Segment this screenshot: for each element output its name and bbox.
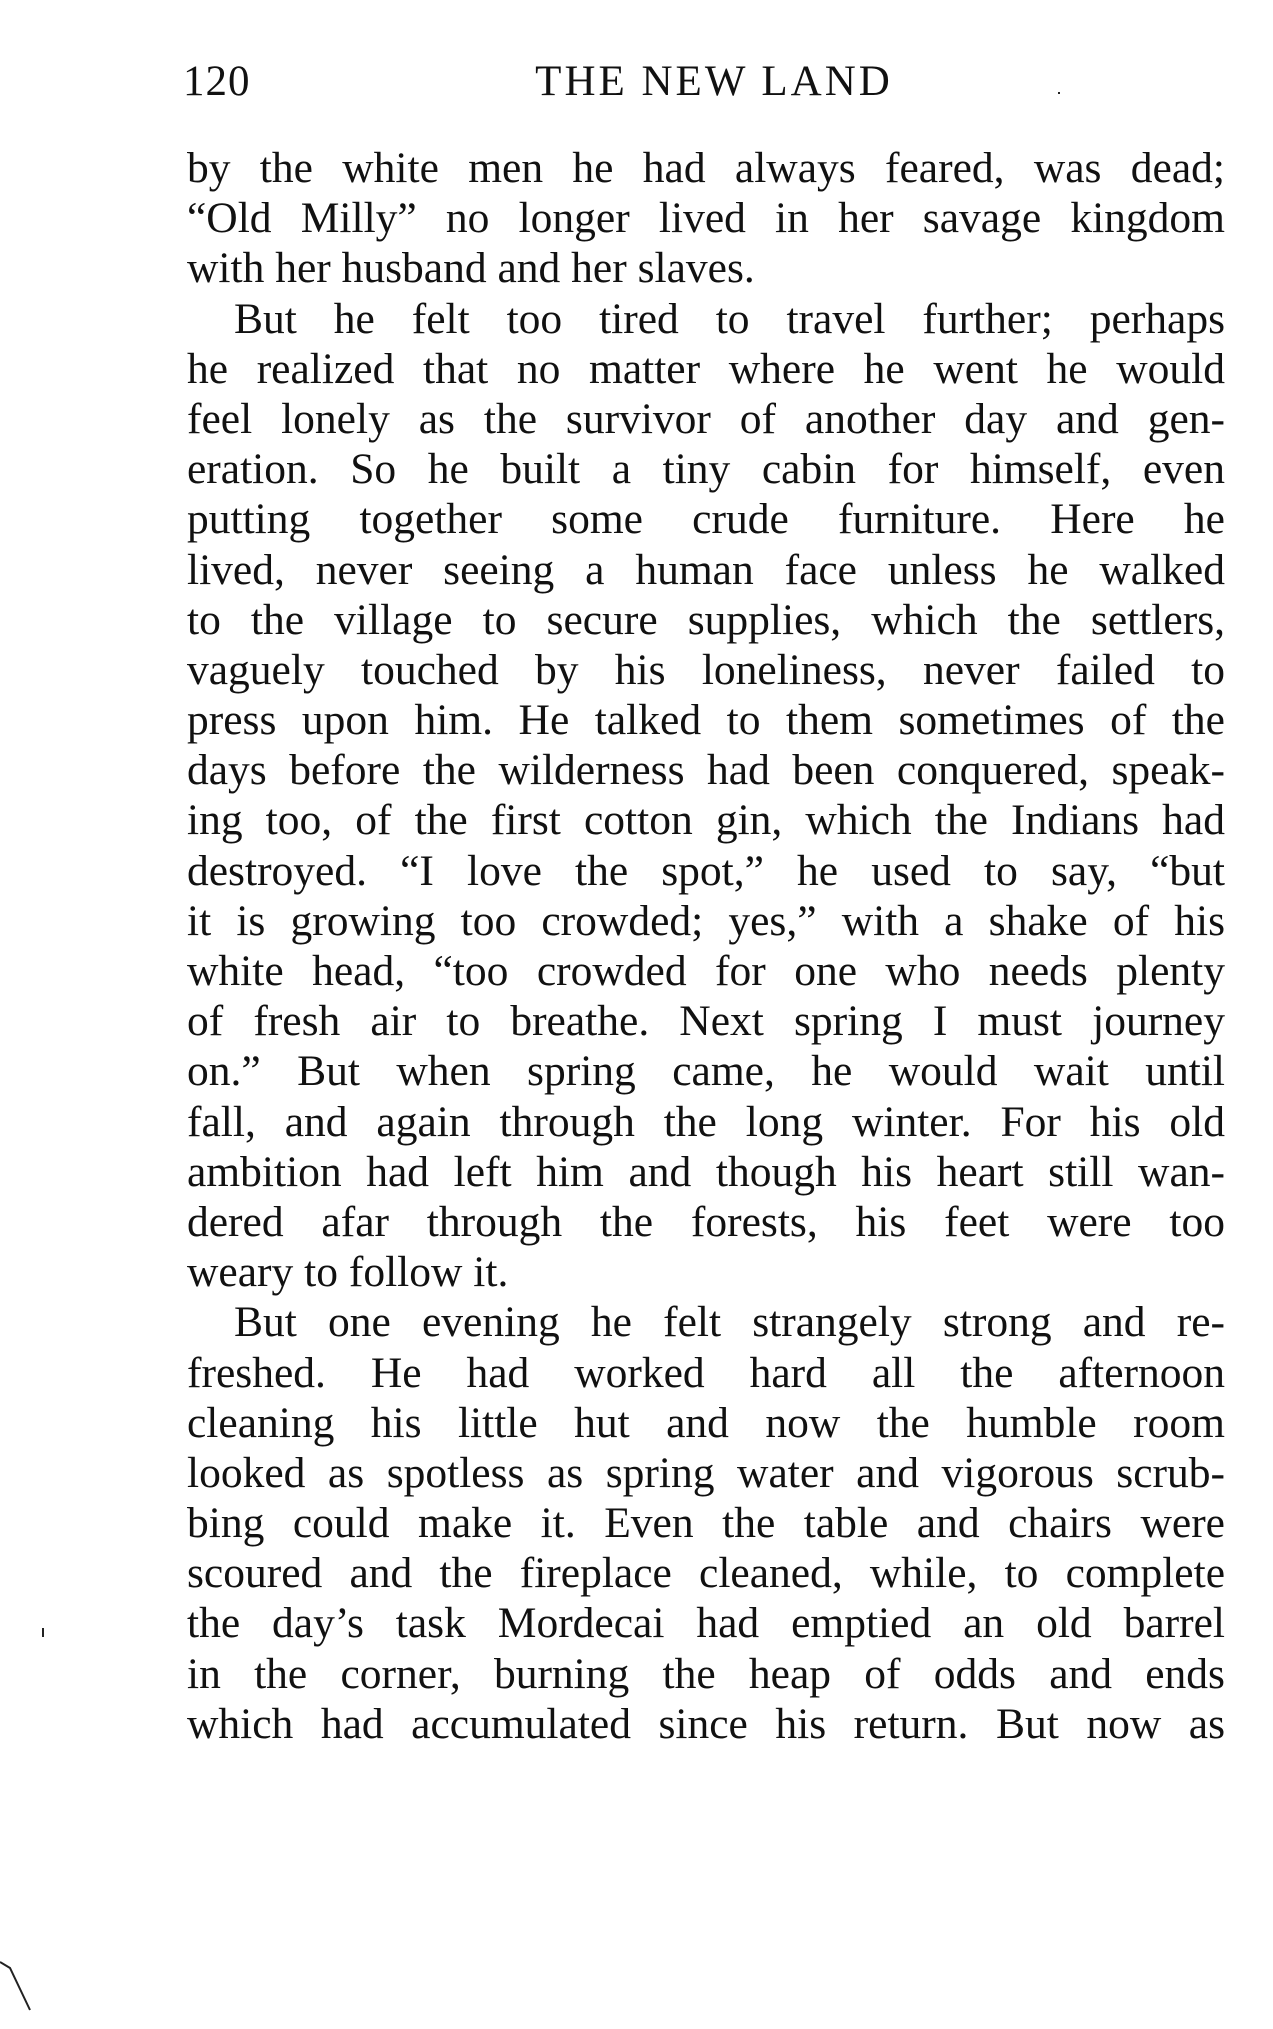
- text-line: bing could make it. Even the table and chairs were: [187, 1499, 1225, 1548]
- margin-speck: [42, 1628, 44, 1637]
- text-line: fall, and again through the long winter. For his old: [187, 1097, 1225, 1146]
- text-line: lived, never seeing a human face unless he walked: [187, 545, 1225, 594]
- text-line: to the village to secure supplies, which the settlers,: [187, 595, 1225, 644]
- text-line: eration. So he built a tiny cabin for himself, even: [187, 445, 1225, 494]
- text-line: the day’s task Mordecai had emptied an old barrel: [187, 1599, 1225, 1648]
- text-line: on.” But when spring came, he would wait until: [187, 1047, 1225, 1096]
- text-line: “Old Milly” no longer lived in her savage kingdom: [187, 194, 1225, 243]
- page-header: [183, 52, 1225, 112]
- text-line: feel lonely as the survivor of another day and gen-: [187, 394, 1225, 443]
- body-text: [187, 143, 1225, 1749]
- text-line: scoured and the fireplace cleaned, while, to complete: [187, 1549, 1225, 1598]
- margin-speck: [1058, 92, 1060, 94]
- text-line: by the white men he had always feared, was dead;: [187, 144, 1225, 192]
- text-line: ing too, of the first cotton gin, which the Indians had: [187, 796, 1225, 845]
- text-line: of fresh air to breathe. Next spring I must journey: [187, 997, 1225, 1046]
- text-line: press upon him. He talked to them sometimes of the: [187, 696, 1225, 745]
- text-line: weary to follow it.: [187, 1248, 509, 1297]
- text-line: destroyed. “I love the spot,” he used to say, “but: [187, 846, 1225, 895]
- text-line: ambition had left him and though his heart still wan-: [187, 1147, 1225, 1196]
- text-line: freshed. He had worked hard all the afternoon: [187, 1348, 1225, 1397]
- text-line: it is growing too crowded; yes,” with a shake of his: [187, 896, 1225, 945]
- text-line: white head, “too crowded for one who needs plenty: [187, 947, 1225, 995]
- page-number: 120: [183, 58, 251, 105]
- text-line: But he felt too tired to travel further; perhaps: [234, 294, 1225, 343]
- text-line: in the corner, burning the heap of odds and ends: [187, 1649, 1225, 1698]
- text-line: vaguely touched by his loneliness, never failed to: [187, 645, 1225, 694]
- corner-scan-mark: [0, 1960, 40, 2020]
- running-head: THE NEW LAND: [535, 58, 893, 105]
- text-line: looked as spotless as spring water and vigorous scrub-: [187, 1448, 1225, 1497]
- text-line: which had accumulated since his return. But now as: [187, 1699, 1225, 1748]
- text-line: he realized that no matter where he went he would: [187, 344, 1225, 393]
- text-line: with her husband and her slaves.: [187, 244, 755, 293]
- text-line: days before the wilderness had been conquered, speak-: [187, 746, 1225, 795]
- text-line: putting together some crude furniture. Here he: [187, 495, 1225, 544]
- text-line: cleaning his little hut and now the humble room: [187, 1398, 1225, 1447]
- text-line: But one evening he felt strangely strong and re-: [234, 1298, 1225, 1347]
- text-line: dered afar through the forests, his feet were too: [187, 1197, 1225, 1246]
